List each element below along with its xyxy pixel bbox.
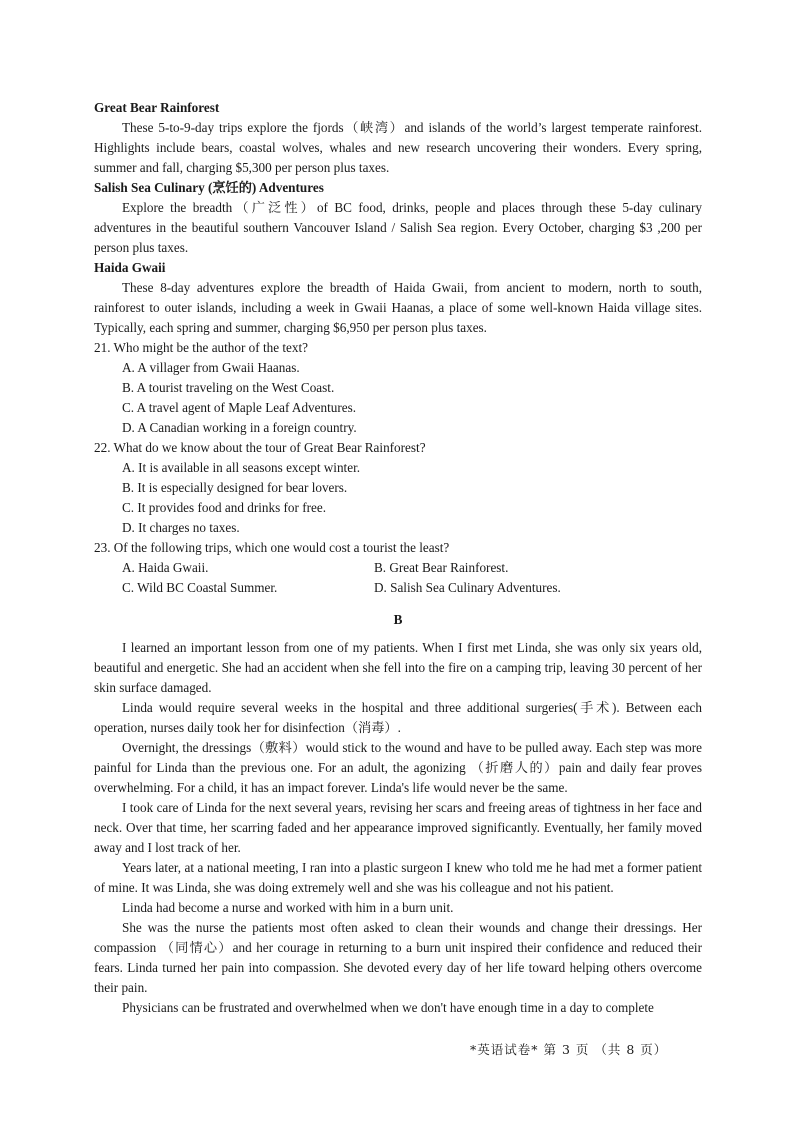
passage-paragraph: Linda had become a nurse and worked with him in a burn unit. — [122, 900, 454, 915]
option-c: C. Wild BC Coastal Summer. — [122, 580, 278, 595]
passage-paragraph: Years later, at a national meeting, I ran into a plastic surgeon I knew who told me he had met a former patient of mine. It was Linda, she was doing extremely well and she was his colleague and not his patient. — [94, 860, 702, 895]
passage-paragraph: I took care of Linda for the next several years, revising her scars and freeing areas of tightness in her face and neck. Over that time, her scarring faded and her appearance improved significantly. Eventually, her family moved away and I lost track of her. — [94, 800, 702, 855]
passage-paragraph: Linda would require several weeks in the hospital and three additional surgeries(手术). Between each operation, nurses daily took her for disinfection（消毒）. — [94, 700, 702, 735]
question-22 — [94, 438, 702, 538]
option-b: B. Great Bear Rainforest. — [374, 560, 509, 575]
section-title: Great Bear Rainforest — [94, 100, 220, 115]
section-title: Salish Sea Culinary (烹饪的) Adventures — [94, 180, 324, 195]
option-d: D. A Canadian working in a foreign country. — [122, 420, 357, 435]
section-text: These 5-to-9-day trips explore the fjords（峡湾）and islands of the world’s largest temperate rainforest. Highlights include bears, coastal wolves, whales and new research uncovering their wonders. Every spring, summer and fall, charging $5,300 per person plus taxes. — [94, 120, 702, 175]
question-23 — [94, 538, 702, 598]
part-b-passage — [94, 638, 702, 1018]
section-title: Haida Gwaii — [94, 260, 166, 275]
option-c: C. It provides food and drinks for free. — [122, 500, 326, 515]
option-c: C. A travel agent of Maple Leaf Adventures. — [122, 400, 357, 415]
option-a: A. A villager from Gwaii Haanas. — [122, 360, 300, 375]
question-stem: 23. Of the following trips, which one would cost a tourist the least? — [94, 540, 450, 555]
page-content — [94, 98, 702, 1018]
option-d: D. Salish Sea Culinary Adventures. — [374, 580, 561, 595]
section-text: These 8-day adventures explore the breadth of Haida Gwaii, from ancient to modern, north to south, rainforest to outer islands, including a week in Gwaii Haanas, a place of some well-known Haida village sites. Typically, each spring and summer, charging $6,950 per person plus taxes. — [94, 280, 702, 335]
option-b: B. It is especially designed for bear lovers. — [122, 480, 348, 495]
page-footer: *英语试卷* 第 3 页 （共 8 页） — [470, 1042, 668, 1057]
passage-paragraph: I learned an important lesson from one of my patients. When I first met Linda, she was only six years old, beautiful and energetic. She had an accident when she fell into the fire on a camping trip, leaving 30 percent of her skin surface damaged. — [94, 640, 702, 695]
part-b-label: B — [393, 612, 403, 627]
question-stem: 21. Who might be the author of the text? — [94, 340, 309, 355]
option-a: A. It is available in all seasons except winter. — [122, 460, 361, 475]
option-d: D. It charges no taxes. — [122, 520, 240, 535]
section-great-bear — [94, 98, 702, 178]
passage-paragraph: She was the nurse the patients most often asked to clean their wounds and change their dressings. Her compassion （同情心）and her courage in returning to a burn unit inspired their confidence and reduced their fears. Linda turned her pain into compassion. She devoted every day of her life toward helping others overcome their pain. — [94, 920, 702, 995]
passage-paragraph: Overnight, the dressings（敷料）would stick to the wound and have to be pulled away. Each step was more painful for Linda than the previous one. For an adult, the agonizing （折磨人的）pain and daily fear proves overwhelming. For a child, it has an impact forever. Linda's life would never be the same. — [94, 740, 702, 795]
question-stem: 22. What do we know about the tour of Great Bear Rainforest? — [94, 440, 426, 455]
question-21 — [94, 338, 702, 438]
section-haida-gwaii — [94, 258, 702, 338]
option-b: B. A tourist traveling on the West Coast. — [122, 380, 335, 395]
section-text: Explore the breadth（广泛性）of BC food, drinks, people and places through these 5-day culinary adventures in the beautiful southern Vancouver Island / Salish Sea region. Every October, charging $3 ,200 per person plus taxes. — [94, 200, 702, 255]
section-salish-sea — [94, 178, 702, 258]
options-grid — [94, 558, 702, 598]
passage-paragraph: Physicians can be frustrated and overwhelmed when we don't have enough time in a day to complete — [122, 1000, 654, 1015]
option-a: A. Haida Gwaii. — [122, 560, 209, 575]
